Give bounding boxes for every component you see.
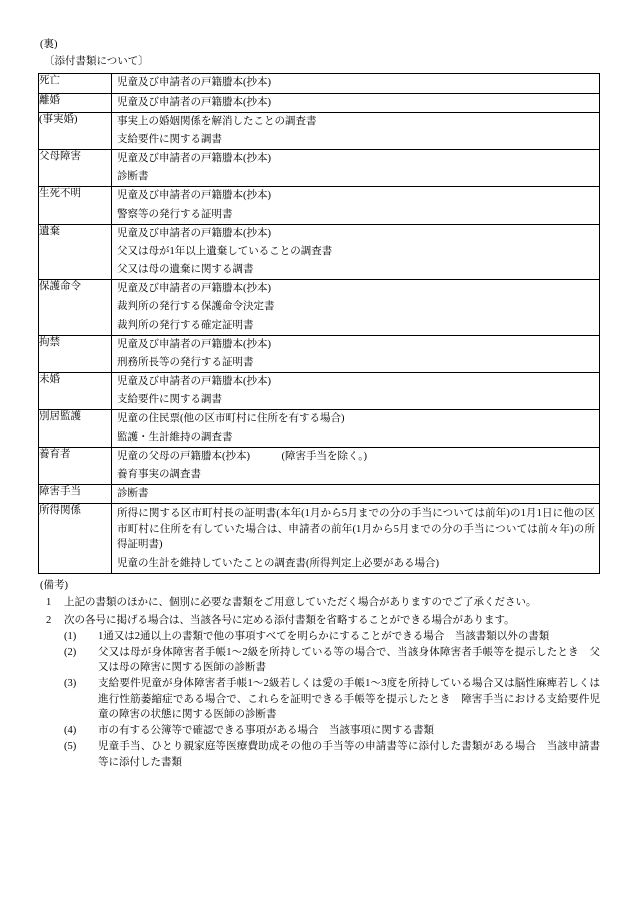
category-cell: 未婚 xyxy=(39,373,112,410)
list-item xyxy=(64,739,600,769)
document-line: 養育事実の調査書 xyxy=(117,468,201,480)
table-row xyxy=(39,93,600,112)
document-line: 事実上の婚姻関係を解消したことの調査書 xyxy=(117,115,317,127)
document-line: 児童及び申請者の戸籍謄本(抄本) xyxy=(117,190,271,202)
document-line: 警察等の発行する証明書 xyxy=(117,208,233,220)
documents-cell xyxy=(112,112,600,149)
document-line: 父又は母が1年以上遺棄していることの調査書 xyxy=(117,245,333,257)
document-line: 裁判所の発行する確定証明書 xyxy=(117,319,254,331)
category-cell: 障害手当 xyxy=(39,485,112,504)
page-marker: (裏) xyxy=(40,39,58,50)
document-line: 刑務所長等の発行する証明書 xyxy=(117,356,254,368)
documents-cell xyxy=(112,280,600,336)
table-row xyxy=(39,74,600,93)
document-line: 児童及び申請者の戸籍謄本(抄本) xyxy=(117,338,271,350)
table-row xyxy=(39,485,600,504)
remark-text: 上記の書類のほかに、個別に必要な書類をご用意していただく場合がありますのでご了承ください。 xyxy=(64,597,537,609)
subitem-text: 児童手当、ひとり親家庭等医療費助成その他の手当等の申請書等に添付した書類がある場合 当該申請書等に添付した書類 xyxy=(98,741,600,768)
documents-cell xyxy=(112,224,600,280)
document-line: 支給要件に関する調書 xyxy=(117,133,222,145)
documents-cell xyxy=(112,485,600,504)
subitem-number: (3) xyxy=(64,678,77,690)
table-row xyxy=(39,447,600,484)
subitem-text: 支給要件児童が身体障害者手帳1〜2級若しくは愛の手帳1〜3度を所持している場合又は脳性麻痺若しくは進行性筋萎縮症である場合で、これらを証明できる手帳等を提示したとき 障害手当における支給要件児童の障害の状態に関する医師の診断書 xyxy=(98,678,600,720)
subitem-number: (4) xyxy=(64,725,77,737)
documents-cell xyxy=(112,74,600,93)
category-cell: 死亡 xyxy=(39,74,112,93)
table-row xyxy=(39,280,600,336)
remark-number: 1 xyxy=(46,597,52,609)
document-line: 児童及び申請者の戸籍謄本(抄本) xyxy=(117,96,271,108)
list-item xyxy=(38,613,600,770)
category-cell: (事実婚) xyxy=(39,112,112,149)
subitem-text: 1通又は2通以上の書類で他の事項すべてを明らかにすることができる場合 当該書類以外の書類 xyxy=(98,630,550,642)
document-line: 診断書 xyxy=(117,171,149,183)
documents-cell xyxy=(112,410,600,447)
subitem-number: (1) xyxy=(64,630,77,642)
document-line: 監護・生計維持の調査書 xyxy=(117,431,233,443)
table-row xyxy=(39,410,600,447)
category-cell: 別居監護 xyxy=(39,410,112,447)
table-row xyxy=(39,373,600,410)
category-cell: 父母障害 xyxy=(39,150,112,187)
document-line: 児童及び申請者の戸籍謄本(抄本) xyxy=(117,153,271,165)
documents-cell xyxy=(112,335,600,372)
document-line: 児童及び申請者の戸籍謄本(抄本) xyxy=(117,376,271,388)
list-item xyxy=(64,645,600,675)
remarks-sublist xyxy=(64,629,600,770)
remark-text: 次の各号に掲げる場合は、当該各号に定める添付書類を省略することができる場合があります。 xyxy=(64,614,515,626)
category-cell: 拘禁 xyxy=(39,335,112,372)
table-row xyxy=(39,150,600,187)
subitem-text: 父又は母が身体障害者手帳1〜2級を所持している等の場合で、当該身体障害者手帳等を提示したとき 父又は母の障害に関する医師の診断書 xyxy=(98,647,600,674)
category-cell: 保護命令 xyxy=(39,280,112,336)
remarks-label: (備考) xyxy=(40,580,68,592)
subitem-number: (2) xyxy=(64,647,77,658)
documents-cell xyxy=(112,187,600,224)
table-row xyxy=(39,504,600,574)
attachment-table xyxy=(38,73,600,574)
document-line: 児童の父母の戸籍謄本(抄本) (障害手当を除く。) xyxy=(117,450,368,462)
document-line: 児童及び申請者の戸籍謄本(抄本) xyxy=(117,227,271,239)
documents-cell xyxy=(112,504,600,574)
table-row xyxy=(39,335,600,372)
document-line: 裁判所の発行する保護命令決定書 xyxy=(117,301,275,313)
remark-number: 2 xyxy=(46,614,52,626)
table-row xyxy=(39,224,600,280)
list-item xyxy=(64,629,600,644)
document-line: 診断書 xyxy=(117,488,149,500)
remarks-list xyxy=(38,595,600,769)
document-line: 児童の生計を維持していたことの調査書(所得判定上必要がある場合) xyxy=(117,557,439,569)
category-cell: 生死不明 xyxy=(39,187,112,224)
document-line: 所得に関する区市町村長の証明書(本年(1月から5月までの分の手当については前年)の1月1日に他の区市町村に住所を有していた場合は、申請者の前年(1月から5月までの分の手当については前々年)の所得証明書) xyxy=(117,508,595,550)
documents-cell xyxy=(112,373,600,410)
category-cell: 離婚 xyxy=(39,93,112,112)
document-line: 児童の住民票(他の区市町村に住所を有する場合) xyxy=(117,413,345,425)
document-line: 児童及び申請者の戸籍謄本(抄本) xyxy=(117,77,271,89)
subitem-number: (5) xyxy=(64,741,77,753)
section-title: 〔添付書類について〕 xyxy=(44,56,149,68)
document-line: 児童及び申請者の戸籍謄本(抄本) xyxy=(117,283,271,295)
documents-cell xyxy=(112,150,600,187)
document-line: 支給要件に関する調書 xyxy=(117,394,222,406)
table-row xyxy=(39,112,600,149)
subitem-text: 市の有する公簿等で確認できる事項がある場合 当該事項に関する書類 xyxy=(98,725,434,737)
category-cell: 所得関係 xyxy=(39,504,112,574)
list-item xyxy=(64,676,600,722)
category-cell: 養育者 xyxy=(39,447,112,484)
list-item xyxy=(64,723,600,738)
documents-cell xyxy=(112,93,600,112)
list-item xyxy=(38,595,600,610)
category-cell: 遺棄 xyxy=(39,224,112,280)
documents-cell xyxy=(112,447,600,484)
document-line: 父又は母の遺棄に関する調書 xyxy=(117,264,254,276)
table-row xyxy=(39,187,600,224)
